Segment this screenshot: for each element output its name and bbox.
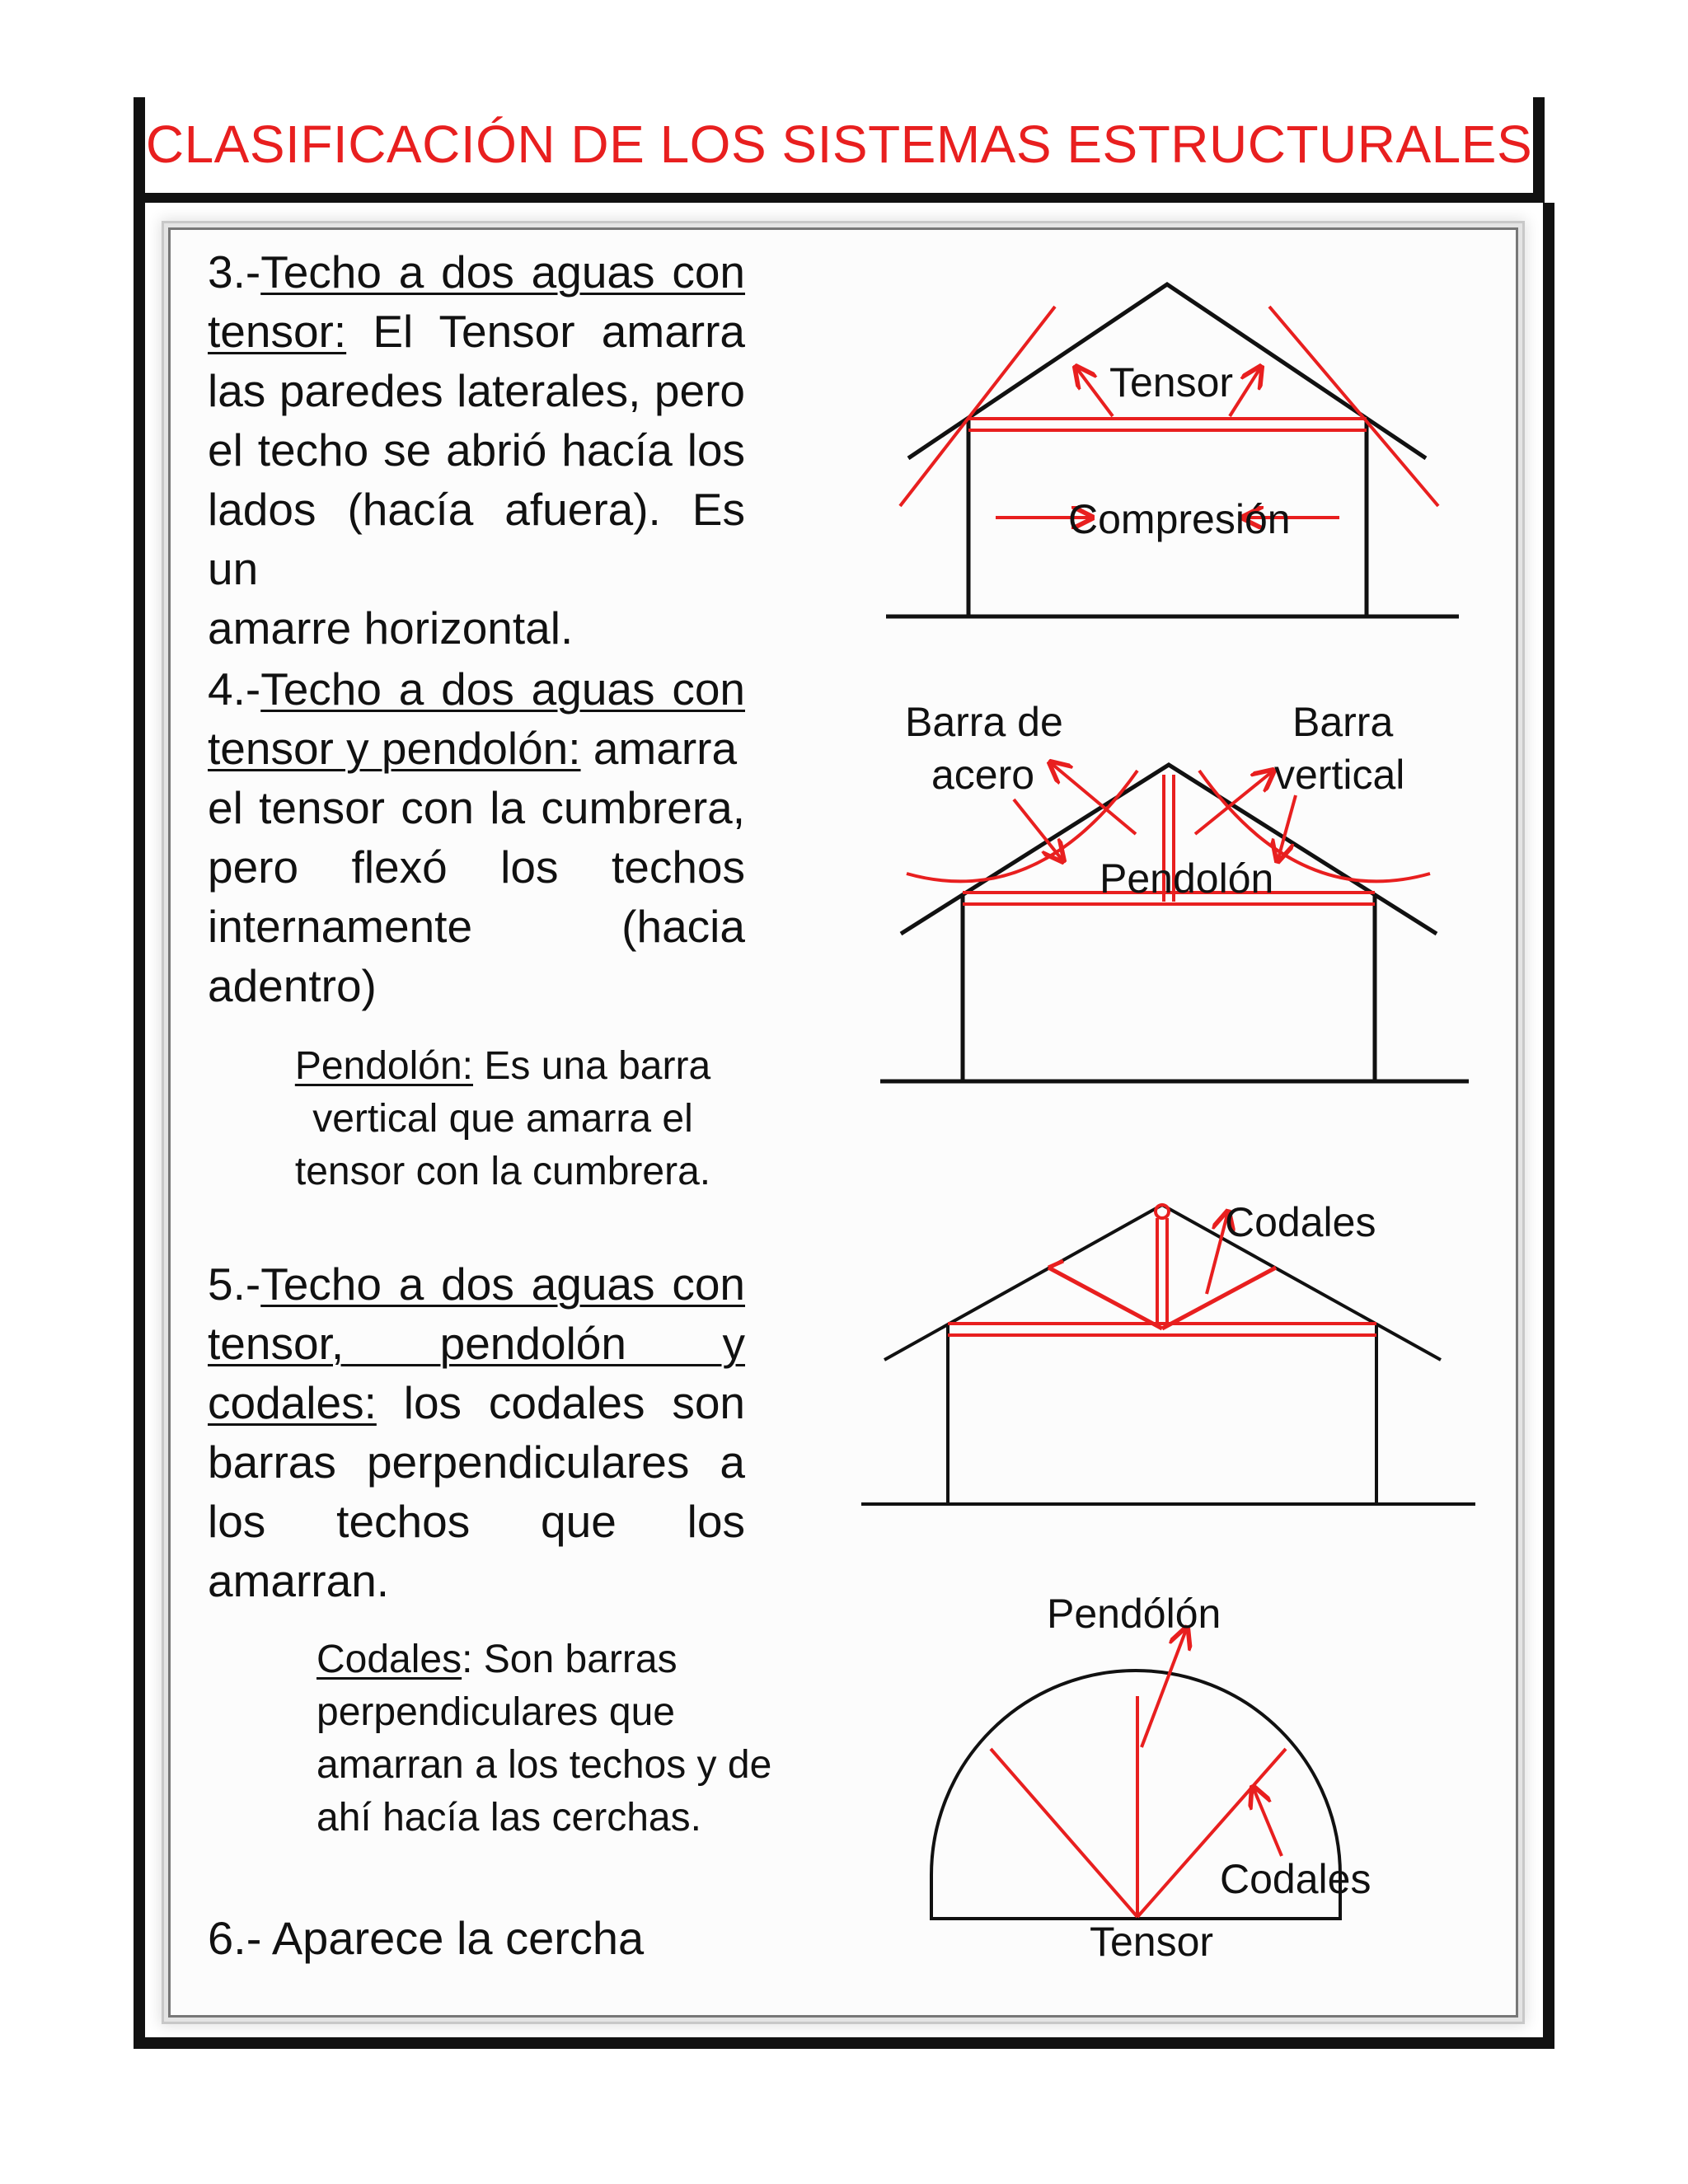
- section-6: 6.- Aparece la cercha: [208, 1912, 645, 1964]
- label-barra-de: Barra de: [905, 699, 1063, 745]
- section-3-line5: lados (hacía afuera). Es un: [208, 484, 745, 594]
- section-4-line6: adentro): [208, 960, 377, 1011]
- diagram-codales: [861, 1205, 1475, 1504]
- section-4-line5: internamente (hacia: [208, 901, 745, 952]
- section-4-line4: pero flexó los techos: [208, 841, 745, 893]
- section-3-line2: tensor: El Tensor amarra: [208, 306, 745, 357]
- diagram-tensor: [886, 284, 1459, 616]
- section-5-line6: amarran.: [208, 1555, 390, 1606]
- label-tensor: Tensor: [1109, 359, 1234, 405]
- codales-note: Codales: Son barras perpendiculares que amarran a los techos y de ahí hacía las cerchas.: [316, 1638, 772, 1840]
- label-acero: acero: [931, 752, 1035, 798]
- label-pendolon-d4: Pendólón: [1047, 1591, 1221, 1637]
- section-3-title-line1: 3.-Techo a dos aguas con: [208, 246, 745, 298]
- section-3-line6: amarre horizontal.: [208, 602, 574, 654]
- section-3-line4: el techo se abrió hacía los: [208, 424, 745, 476]
- label-codales-d3: Codales: [1225, 1199, 1376, 1245]
- section-3-line3: las paredes laterales, pero: [208, 365, 745, 416]
- page-title: CLASIFICACIÓN DE LOS SISTEMAS ESTRUCTURALES: [145, 115, 1533, 174]
- section-5-line3: codales: los codales son: [208, 1377, 745, 1428]
- diagram-pendolon: [880, 762, 1469, 1081]
- section-4-title-line1: 4.-Techo a dos aguas con: [208, 663, 745, 715]
- section-5-title-line1: 5.-Techo a dos aguas con: [208, 1258, 745, 1310]
- label-codales-d4: Codales: [1220, 1856, 1372, 1902]
- pendolon-note-term: Pendolón:: [294, 1044, 473, 1088]
- section-5-line4: barras perpendiculares a: [208, 1436, 745, 1488]
- section-4-line2: tensor y pendolón: amarra: [208, 723, 738, 774]
- label-tensor-d4: Tensor: [1090, 1919, 1214, 1965]
- codales-note-term: Codales: [316, 1638, 462, 1681]
- section-5-title-line2: tensor, pendolón y: [208, 1318, 745, 1369]
- section-4-line3: el tensor con la cumbrera,: [208, 782, 745, 833]
- section-5-line5: los techos que los: [208, 1496, 745, 1547]
- label-compresion: Compresión: [1068, 496, 1291, 542]
- pendolon-note: Pendolón: Es una barra vertical que amarra el tensor con la cumbrera.: [294, 1044, 711, 1193]
- label-barra: Barra: [1292, 699, 1394, 745]
- label-vertical: vertical: [1274, 752, 1405, 798]
- label-pendolon-d2: Pendolón: [1100, 855, 1274, 902]
